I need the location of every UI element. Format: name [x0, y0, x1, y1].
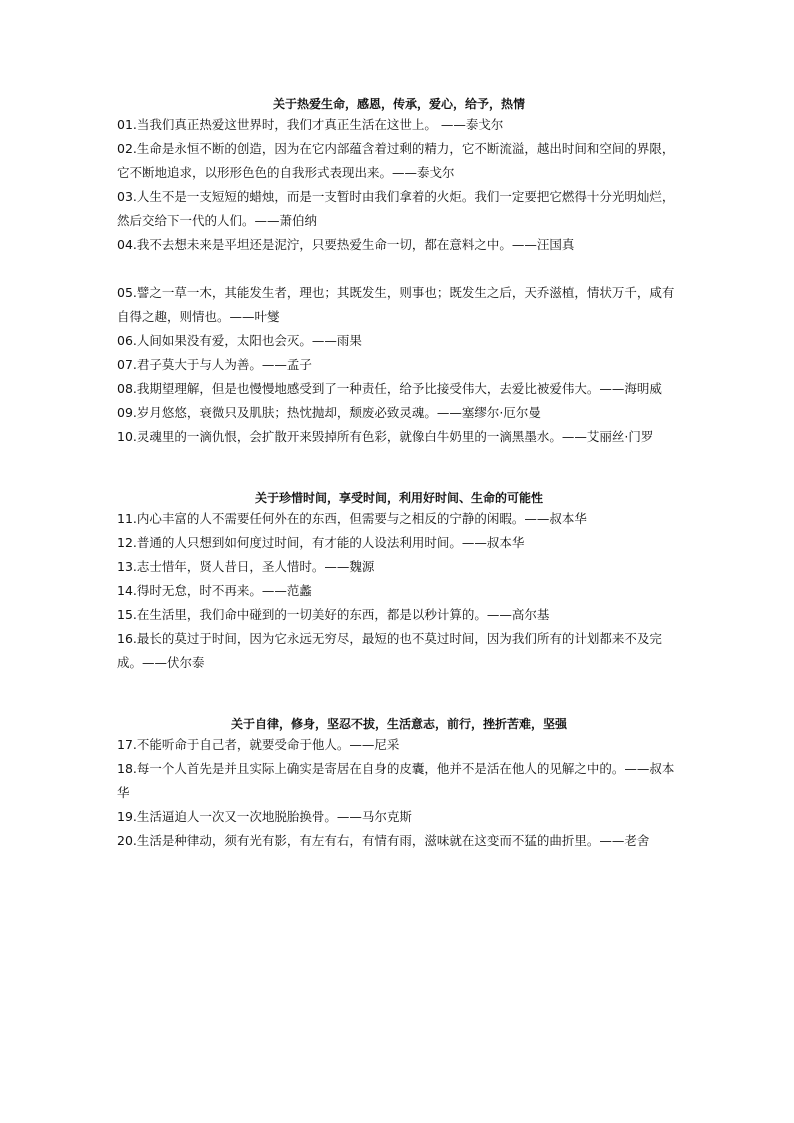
quote-item: 10.灵魂里的一滴仇恨，会扩散开来毁掉所有色彩，就像白牛奶里的一滴黑墨水。——艾丽丝·门罗 — [117, 429, 654, 444]
section-title: 关于珍惜时间，享受时间，利用好时间、生命的可能性 — [254, 491, 543, 505]
quote-item: 07.君子莫大于与人为善。——孟子 — [117, 357, 312, 372]
quote-item: 20.生活是种律动，须有光有影，有左有右，有情有雨，滋味就在这变而不猛的曲折里。——老舍 — [117, 833, 650, 848]
section-title: 关于自律，修身，坚忍不拔，生活意志，前行，挫折苦难，坚强 — [230, 717, 567, 731]
section-love-of-life — [117, 95, 681, 449]
section-cherish-time — [117, 489, 681, 675]
quote-item: 02.生命是永恒不断的创造，因为在它内部蕴含着过剩的精力，它不断流溢，越出时间和空间的界限，它不断地追求，以形形色色的自我形式表现出来。——泰戈尔 — [117, 141, 675, 180]
document-content — [117, 95, 681, 853]
section-gap — [117, 675, 681, 715]
quote-item: 18.每一个人首先是并且实际上确实是寄居在自身的皮囊，他并不是活在他人的见解之中的。——叔本华 — [117, 761, 675, 800]
quote-item: 17.不能听命于自己者，就要受命于他人。——尼采 — [117, 737, 400, 752]
quote-item: 19.生活逼迫人一次又一次地脱胎换骨。——马尔克斯 — [117, 809, 412, 824]
quote-item: 03.人生不是一支短短的蜡烛，而是一支暂时由我们拿着的火炬。我们一定要把它燃得十分光明灿烂，然后交给下一代的人们。——萧伯纳 — [117, 189, 675, 228]
quote-item: 16.最长的莫过于时间，因为它永远无穷尽，最短的也不莫过时间，因为我们所有的计划都来不及完成。——伏尔泰 — [117, 631, 662, 670]
quote-item: 08.我期望理解，但是也慢慢地感受到了一种责任，给予比接受伟大，去爱比被爱伟大。——海明威 — [117, 381, 662, 396]
quote-item: 13.志士惜年，贤人昔日，圣人惜时。——魏源 — [117, 559, 375, 574]
section-title: 关于热爱生命，感恩，传承，爱心，给予，热情 — [272, 97, 525, 111]
quote-item: 11.内心丰富的人不需要任何外在的东西，但需要与之相反的宁静的闲暇。——叔本华 — [117, 511, 587, 526]
quote-item: 05.譬之一草一木，其能发生者，理也；其既发生，则事也；既发生之后，天乔滋植，情状万千，咸有自得之趣，则情也。——叶燮 — [117, 285, 675, 324]
quote-item: 14.得时无怠，时不再来。——范蠡 — [117, 583, 312, 598]
section-gap — [117, 449, 681, 489]
section-self-discipline — [117, 715, 681, 853]
quote-item: 15.在生活里，我们命中碰到的一切美好的东西，都是以秒计算的。——高尔基 — [117, 607, 550, 622]
blank-line — [117, 257, 681, 281]
quote-item: 04.我不去想未来是平坦还是泥泞，只要热爱生命一切，都在意料之中。——汪国真 — [117, 237, 575, 252]
quote-item: 01.当我们真正热爱这世界时，我们才真正生活在这世上。 ——泰戈尔 — [117, 117, 504, 132]
quote-item: 12.普通的人只想到如何度过时间，有才能的人设法利用时间。——叔本华 — [117, 535, 525, 550]
quote-item: 06.人间如果没有爱，太阳也会灭。——雨果 — [117, 333, 362, 348]
quote-item: 09.岁月悠悠，衰微只及肌肤；热忱抛却，颓废必致灵魂。——塞缪尔·厄尔曼 — [117, 405, 541, 420]
